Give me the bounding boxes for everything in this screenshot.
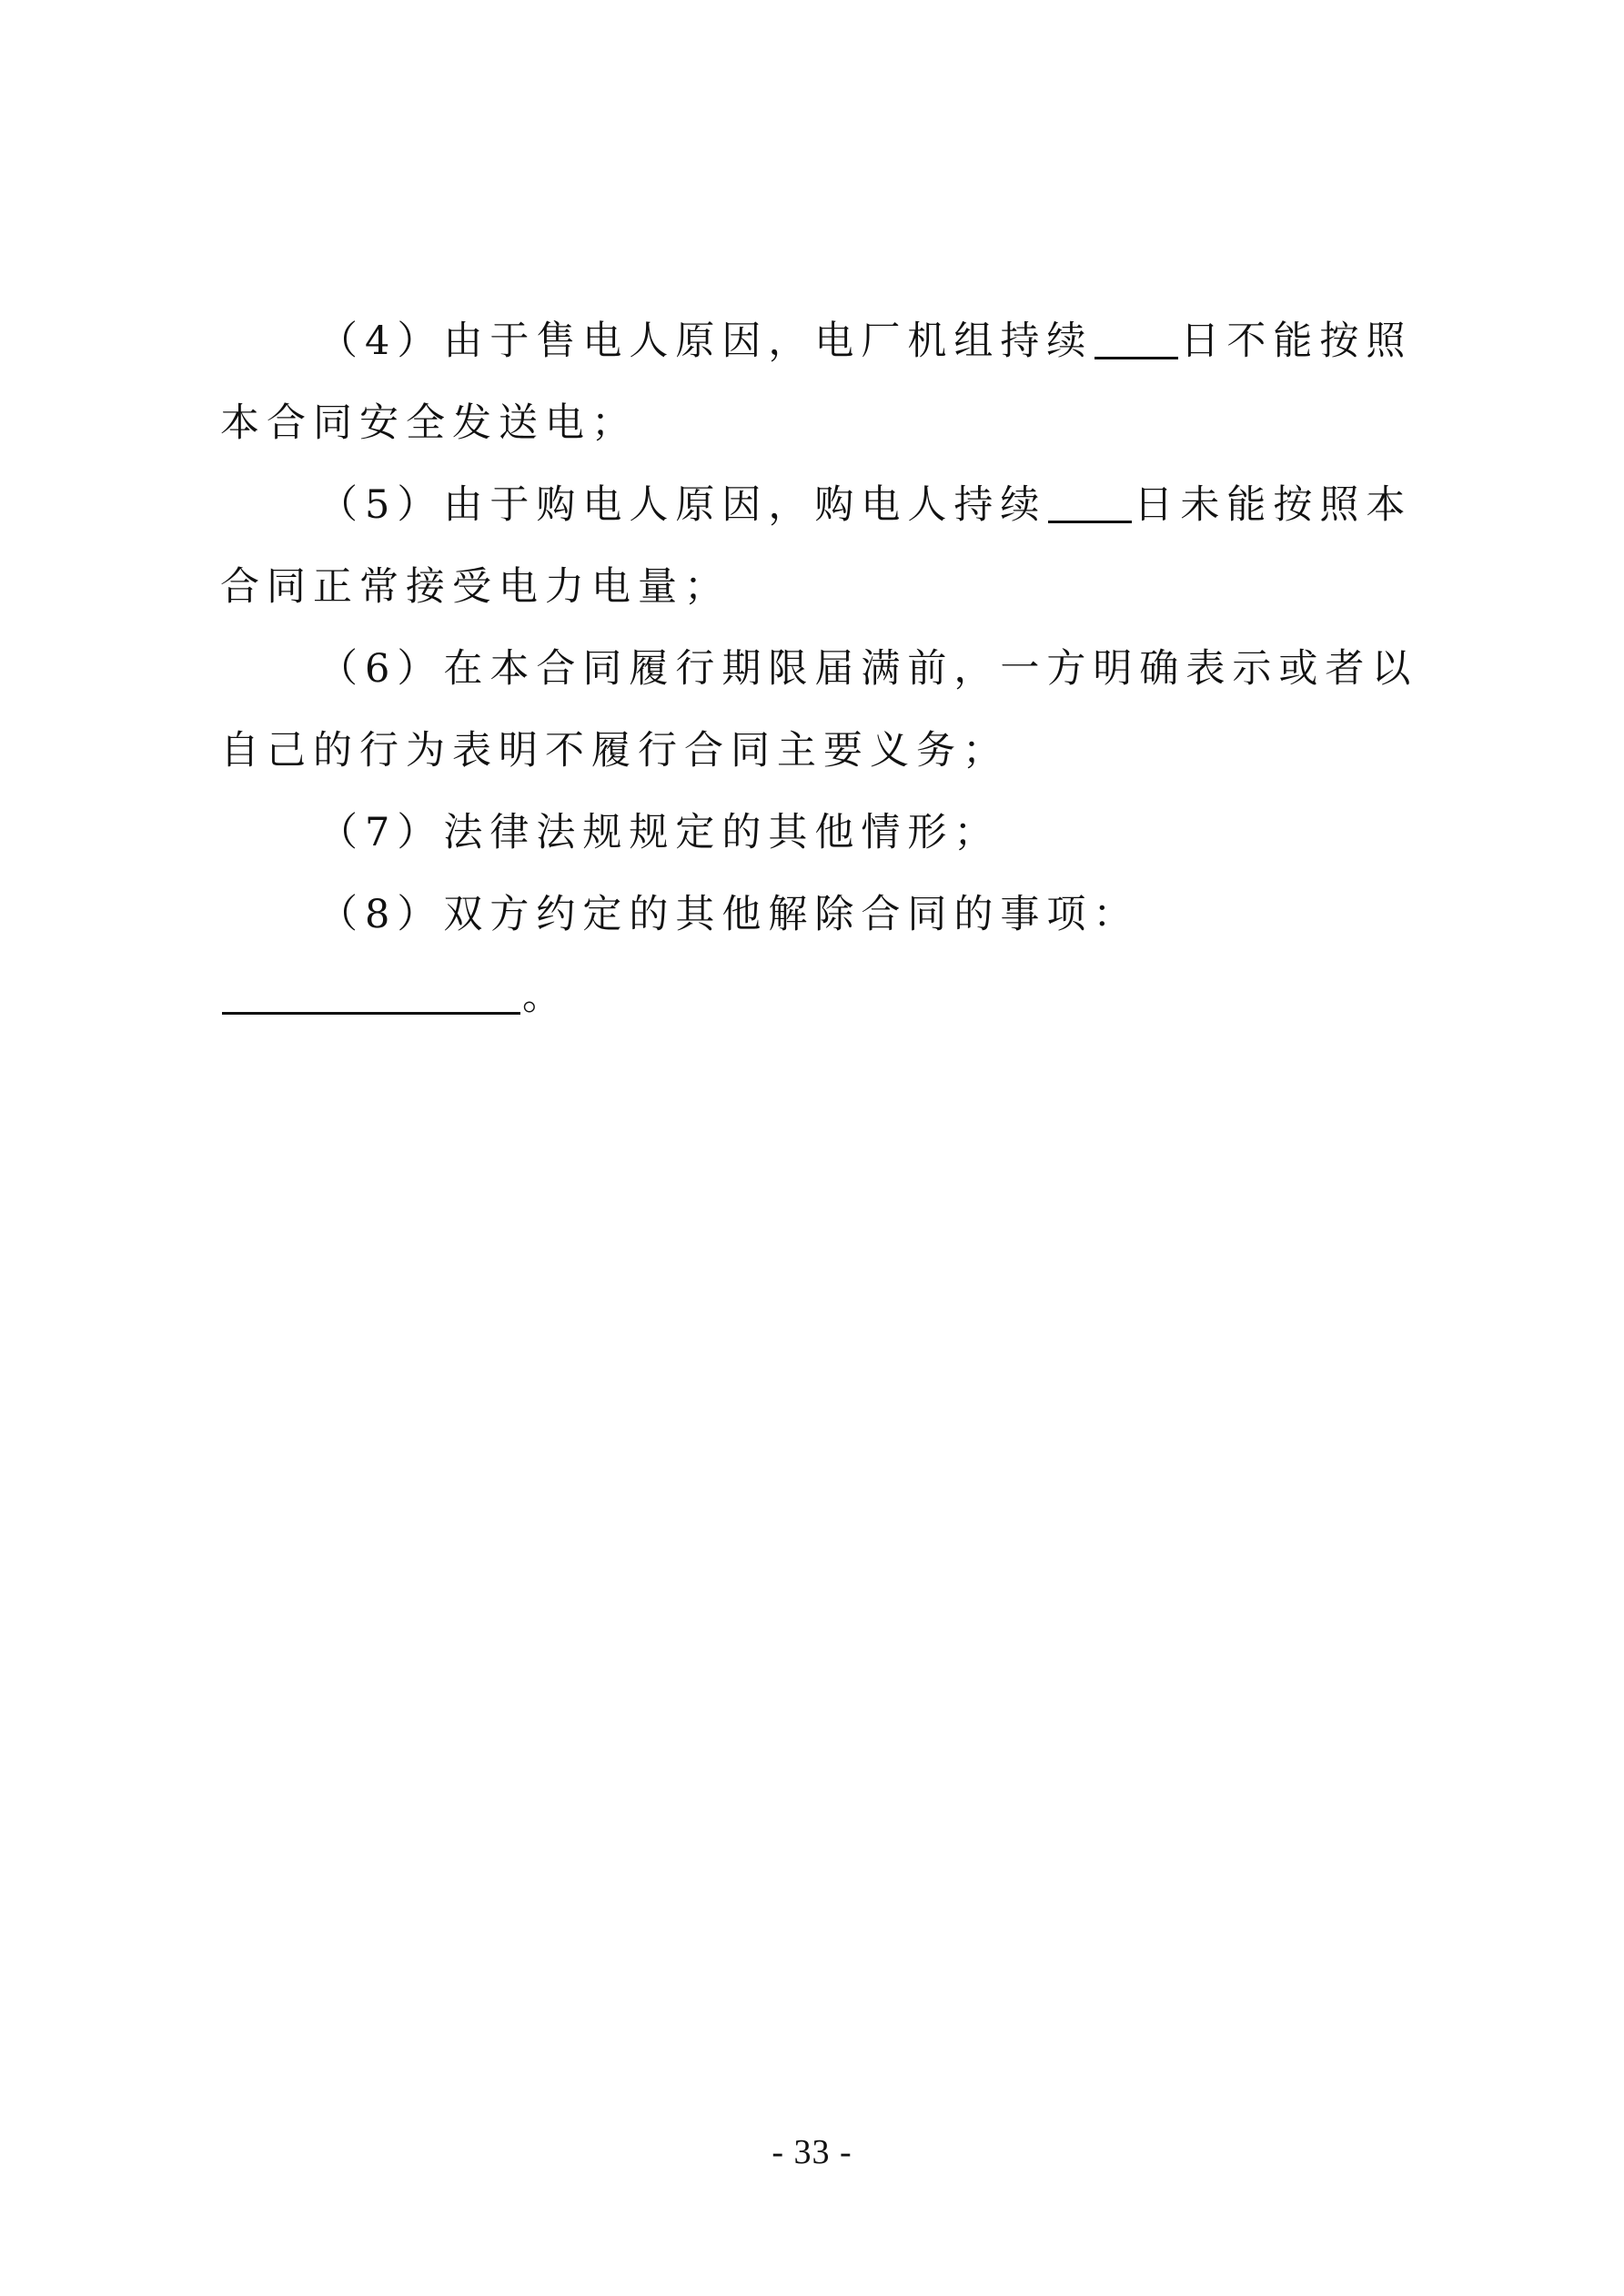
clause-number: （7） (318, 810, 444, 855)
clause-item-4 (220, 300, 1421, 464)
clause-text: 双方约定的其他解除合同的事项： (443, 892, 1140, 937)
clause-text: 日未能按照本合同正常接受电力电量； (220, 482, 1413, 610)
clause-text: 。 (522, 974, 569, 1019)
clause-text: 在本合同履行期限届满前，一方明确表示或者以自己的行为表明不履行合同主要义务； (220, 646, 1418, 774)
clause-item-8 (220, 874, 1421, 1037)
clause-number: （5） (318, 482, 444, 528)
page-number: - 33 - (772, 2133, 852, 2171)
clause-item-7 (220, 792, 1421, 874)
clause-number: （4） (318, 319, 444, 364)
clause-number: （8） (318, 892, 444, 937)
clause-item-5 (220, 464, 1421, 628)
clause-number: （6） (318, 646, 444, 692)
fill-in-blank-other-matters[interactable] (222, 976, 520, 1015)
clause-text: 法律法规规定的其他情形； (443, 810, 1001, 855)
clause-text: 日不能按照本合同安全发送电； (220, 319, 1413, 446)
contract-clause-list (220, 300, 1421, 1037)
clause-item-6 (220, 628, 1421, 792)
fill-in-blank-days[interactable] (1048, 484, 1132, 523)
clause-text: 由于售电人原因，电厂机组持续 (443, 319, 1094, 364)
fill-in-blank-days[interactable] (1094, 320, 1178, 359)
clause-text: 由于购电人原因，购电人持续 (443, 482, 1047, 528)
